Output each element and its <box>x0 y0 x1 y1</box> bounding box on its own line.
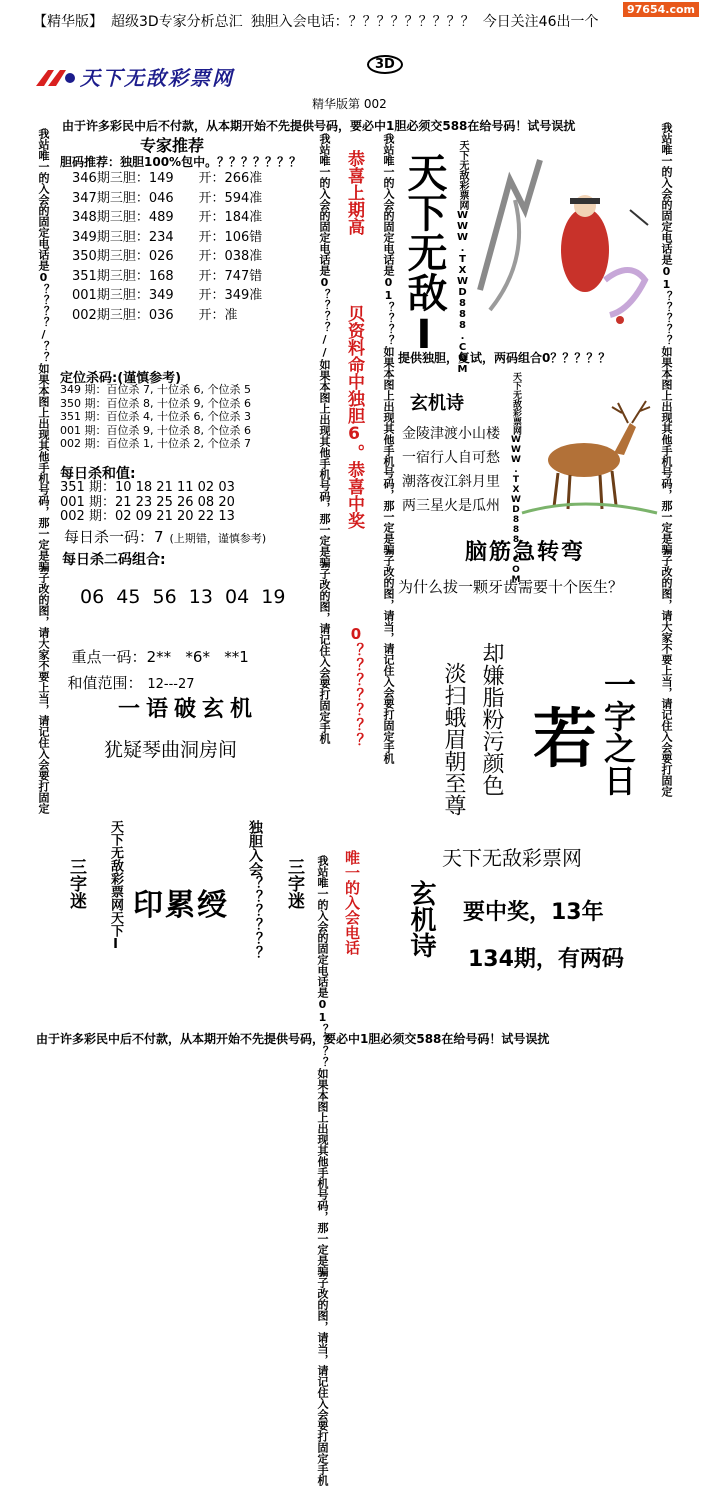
verse-a: 淡扫蛾眉朝至尊 <box>441 662 466 816</box>
position-kill-row: 002 期：百位杀 1, 十位杀 2, 个位杀 7 <box>60 437 251 450</box>
poem-line: 金陵津渡小山楼 <box>402 426 500 442</box>
middle-vertical-notice-a: 我站唯一的入会的固定电话是0？？？？//如果本图上出现其他手机号码，那一定是骗子改的图，请记住入会要打固定手机 <box>318 133 331 744</box>
congrats-red-d: 唯一的入会电话 <box>343 850 361 955</box>
sum-range: 和值范围： 12---27 <box>67 674 195 692</box>
middle-vertical-notice-c: 我站唯一的入会的固定电话是01？？？？如果本图上出现其他手机号码，那一定是骗子改的图，请当，请记住入会要打固定手机 <box>382 133 395 764</box>
daily-kill-sum-row: 002 期：02 09 21 20 22 13 <box>60 509 235 524</box>
daily-kill-sum-list <box>60 481 235 525</box>
top-notice: 由于许多彩民中后不付款，从本期开始不先提供号码，要必中1胆必须交588在给号码！试号误扰 <box>62 119 576 133</box>
footer-notice: 由于许多彩民中后不付款，从本期开始不先提供号码，要必中1胆必须交588在给号码！试号误扰 <box>36 1032 550 1046</box>
right-big-title: 天下无敌I <box>401 152 447 358</box>
expert-row: 349期三胆：234 开：106错 <box>72 229 263 245</box>
brand-title: 天下无敌彩票网 <box>80 66 234 90</box>
win-line-1: 要中奖，13年 <box>463 900 604 925</box>
right-site-vertical: 天下无敌彩票网WWW.TXWD888.COM <box>457 140 468 375</box>
congrats-red-a: 恭喜上期高 <box>344 150 364 235</box>
position-kill-row: 351 期：百位杀 4, 十位杀 6, 个位杀 3 <box>60 410 251 423</box>
today-focus: 今日关注46出一个 <box>482 14 599 30</box>
bottom-brand: 天下无敌彩票网 <box>442 846 582 870</box>
top-bar <box>0 0 707 44</box>
deer-illustration-icon <box>522 395 657 520</box>
poem-line: 一宿行人自可愁 <box>402 450 500 466</box>
riddle-text: 犹疑琴曲洞房间 <box>104 739 238 761</box>
sage-illustration-icon <box>470 140 655 340</box>
expert-row: 350期三胆：026 开：038准 <box>72 249 263 264</box>
daily-kill-sum-row: 351 期：10 18 21 11 02 03 <box>60 480 235 495</box>
daily-kill-sum-row: 001 期：21 23 25 26 08 20 <box>60 494 235 510</box>
expert-row: 351期三胆：168 开：747错 <box>72 268 263 284</box>
brand-logo-icon <box>34 66 76 90</box>
3d-badge: 3D <box>367 55 403 74</box>
poem-title: 玄机诗 <box>410 393 464 414</box>
brain-teaser-question: 为什么拔一颗牙齿需要十个医生？ <box>398 578 624 596</box>
edition-number: 精华版第 002 <box>312 97 387 111</box>
provide-text: 提供独胆，复试，两码组合0？？？？？ <box>398 351 611 365</box>
position-kill-list <box>60 383 251 451</box>
position-kill-title: 定位杀码:(谨慎参考) <box>60 371 182 386</box>
daily-kill-one: 每日杀一码：7 (上期错，谨慎参考) <box>64 528 267 546</box>
expert-title: 专家推荐 <box>140 136 205 155</box>
verse-b: 却嫌脂粉污颜色 <box>479 642 504 796</box>
brain-teaser-title: 脑筋急转弯 <box>465 540 586 565</box>
position-kill-row: 001 期：百位杀 9, 十位杀 8, 个位杀 6 <box>60 423 251 437</box>
poem-site-vertical: 天下无敌彩票网WWW.TXWD888.COM <box>511 372 521 585</box>
left-vertical-notice: 我站唯一的入会的固定电话是0？？？？/？？如果本图上出现其他手机号码，那一定是骗子改的图，请大家不要上当，请记住入会要打固定 <box>37 128 50 814</box>
expert-row: 001期三胆：349 开：349准 <box>72 288 263 303</box>
site-badge[interactable]: 97654.com <box>623 2 699 17</box>
win-line-2: 134期，有两码 <box>468 947 624 972</box>
xuanji-vertical: 玄机诗 <box>406 880 436 958</box>
expert-subtitle: 胆码推荐：独胆100%包中。？？？？？？？ <box>60 155 302 169</box>
focus-code: 重点一码：2** *6* **1 <box>71 648 249 666</box>
congrats-red-c: 0？？？？？？？ <box>347 625 365 748</box>
position-kill-row: 350 期：百位杀 8, 十位杀 9, 个位杀 6 <box>60 396 251 410</box>
expert-row: 002期三胆：036 开：准 <box>72 307 238 323</box>
middle-vertical-notice-b: 我站唯一的入会的固定电话是01？？？？如果本图上出现其他手机号码，那一定是骗子改的图，请当，请记住入会要打固定手机 <box>316 855 329 1486</box>
dudan-vertical: 独胆入会？？？？？？ <box>247 820 263 960</box>
expert-row: 347期三胆：046 开：594准 <box>72 190 263 206</box>
expert-row: 348期三胆：489 开：184准 <box>72 210 263 225</box>
vertical-site-name: 天下无敌彩票网天下I <box>108 820 123 952</box>
kill-two-codes: 06 45 56 13 04 19 <box>80 586 286 608</box>
phone-label: 独胆入会电话：？？？？？？？？？ <box>250 14 475 30</box>
poem-line: 潮落夜江斜月里 <box>402 474 500 490</box>
sanzimi-left: 三字迷 <box>66 858 86 909</box>
seal-word: 印累绶 <box>133 888 229 923</box>
daily-kill-two-title: 每日杀二码组合: <box>62 552 166 568</box>
expert-row: 346期三胆：149 开：266准 <box>72 171 263 186</box>
poem-line: 两三星火是瓜州 <box>402 498 500 514</box>
riddle-title: 一语破玄机 <box>118 697 259 722</box>
congrats-red-b: 贝资料命中独胆6。恭喜中奖 <box>344 305 364 529</box>
right-vertical-notice: 我站唯一的入会的固定电话是01？？？？？如果本图上出现其他手机号码，那一定是骗子改的图，请大家不要上当，请记住入会要打固定 <box>660 122 673 797</box>
one-word-clue: 一字之日 <box>599 668 637 796</box>
sanzimi-right: 三字迷 <box>284 858 304 909</box>
big-character: 若 <box>533 703 597 777</box>
top-title: 超级3D专家分析总汇 <box>111 14 243 30</box>
expert-list <box>72 169 262 325</box>
edition-tag: 【精华版】 <box>33 14 103 30</box>
poem <box>402 422 500 518</box>
position-kill-row: 349 期：百位杀 7, 十位杀 6, 个位杀 5 <box>60 383 251 396</box>
daily-kill-sum-title: 每日杀和值: <box>60 466 136 482</box>
